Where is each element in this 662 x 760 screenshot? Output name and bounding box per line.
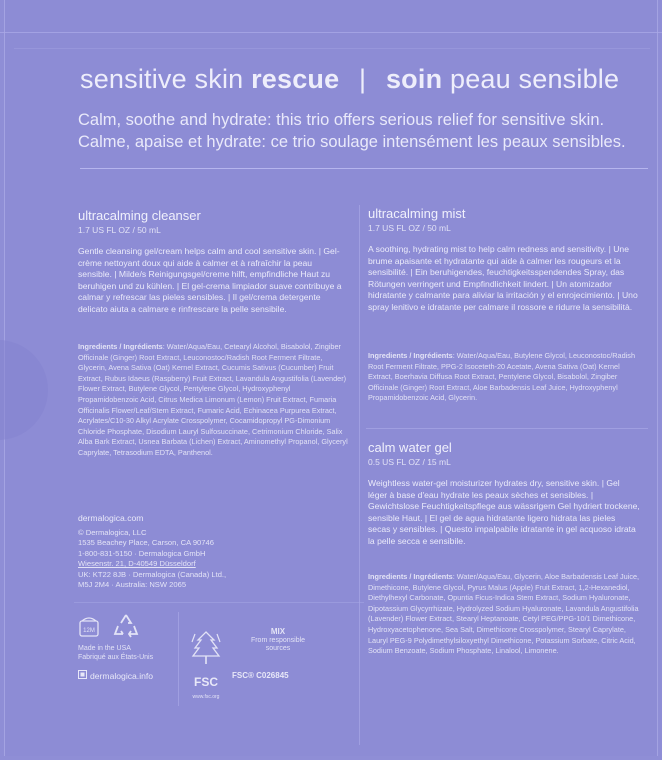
info-label: dermalogica.info — [90, 671, 154, 681]
mist-description: A soothing, hydrating mist to help calm redness and sensitivity. | Une brume apaisante et hydratante qui aide à calmer les rougeurs et la sensibilité. | Ein beruhigendes, feuchtigkeitsspendendes Spray, das Rötungen verringert und Empfindlichkeit lindert. | Un atomizador hidratante y calmante para aliviar la irritación y el enrojecimiento. | Uno spray lenitivo e idratante per calmare il rossore e ridurre la sensibilità. — [368, 244, 638, 312]
fsc-tree-icon — [184, 628, 228, 706]
title-en-bold: rescue — [251, 64, 340, 94]
title-en-light: sensitive skin — [80, 64, 244, 94]
address-line: Wiesenstr. 21, D-40549 Düsseldorf — [78, 559, 196, 569]
title-fr-light: peau sensible — [449, 64, 620, 94]
top-edge-line — [0, 32, 662, 33]
made-in-text — [78, 644, 153, 662]
fsc-divider — [178, 612, 179, 706]
website-link[interactable]: dermalogica.com — [78, 513, 144, 523]
fsc-site: www.fsc.org — [192, 694, 220, 700]
mist-ingredients-label: Ingredients / Ingrédients — [368, 351, 453, 360]
subtitle-fr: Calme, apaise et hydrate: ce trio soulage intensément les peaux sensibles. — [78, 133, 626, 151]
header-divider — [80, 168, 648, 169]
title-separator: | — [359, 64, 367, 94]
dermalogica-info[interactable] — [78, 670, 153, 681]
gel-ingredients-list: : Water/Aqua/Eau, Glycerin, Aloe Barbadensis Leaf Juice, Dimethicone, Butylene Glycol, Pyrus Malus (Apple) Fruit Extract, 1,2-Hexanediol, Diethylhexyl Carbonate, Opuntia Ficus-Indica Stem Extract, Sodium Hyaluronate, Dipotassium Glycyrrhizate, Hydrolyzed Sodium Hyaluronate, Lavandula Angustifolia (Lavender) Flower Extract, Stearyl Heptanoate, Cetyl PEG/PPG-10/1 Dimethicone, Hydroxyacetophenone, Sea Salt, Dimethicone Crosspolymer, Stearyl Caprylate, Lauryl PEG-9 Polydimethylsiloxyethyl Dimethicone, Potassium Sorbate, Citric Acid, Sodium Benzoate, Sodium Phosphate, Linalool, Limonene. — [368, 572, 640, 656]
cleanser-description: Gentle cleansing gel/cream helps calm and cool sensitive skin. | Gel-crème nettoyant doux qui aide à calmer et à rafraîchir la peau sensible. | Milde/s Reinigungsgel/creme hilft, empfindliche Haut zu beruhigen und zu kühlen. | El gel-crema limpiador suave contribuye a calmar y refrescar las pieles sensibles. | Il gel/crema detergente delicato aiuta a calmare e rinfrescare la pelle sensibile. — [78, 246, 342, 314]
mix-sub-line: sources — [265, 645, 291, 653]
mist-ingredients — [368, 351, 640, 404]
address-line: 1535 Beachey Place, Carson, CA 90746 — [78, 538, 214, 548]
cleanser-ingredients-list: : Water/Aqua/Eau, Cetearyl Alcohol, Bisabolol, Zingiber Officinale (Ginger) Root Extract, Leuconostoc/Radish Root Ferment Filtrate, Glycerin, Avena Sativa (Oat) Kernel Extract, Cucumis Sativus (Cucumber) Fruit Extract, Rubus Idaeus (Raspberry) Fruit Extract, Lavandula Angustifolia (Lavender) Flower Extract, Butylene Glycol, Pentylene Glycol, Hydroxyphenyl Propamidobenzoic Acid, Citrus Medica Limonum (Lemon) Fruit Extract, Fumaria Officinalis Flower/Leaf/Stem Extract, Fumaric Acid, Echinacea Purpurea Extract, Acrylates/C10-30 Alkyl Acrylate Crosspolymer, Cocamidopropyl PG-Dimonium Chloride Phosphate, Disodium Lauryl Sulfosuccinate, Cetrimonium Chloride, Salix Alba Bark Extract, Usnea Barbata (Lichen) Extract, Aminomethyl Propanol, Glyceryl Caprylate, Tetrasodium EDTA, Panthenol. — [78, 342, 348, 457]
cleanser-size: 1.7 US FL OZ / 50 mL — [78, 225, 161, 235]
mist-gel-divider — [366, 428, 648, 429]
cleanser-ingredients-label: Ingredients / Ingrédients — [78, 342, 163, 351]
address-line: 1-800-831-5150 · Dermalogica GmbH — [78, 548, 206, 558]
svg-text:12M: 12M — [83, 628, 95, 634]
subtitle-en: Calm, soothe and hydrate: this trio offers serious relief for sensitive skin. — [78, 111, 605, 129]
product-title — [80, 64, 620, 95]
cleanser-ingredients — [78, 342, 348, 459]
fsc-mix-block — [238, 628, 318, 654]
made-in-line: Fabriqué aux États-Unis — [78, 654, 154, 661]
address-line: UK: KT22 8JB · Dermalogica (Canada) Ltd., — [78, 569, 227, 579]
gel-size: 0.5 US FL OZ / 15 mL — [368, 457, 451, 467]
fold-line — [14, 48, 650, 49]
dermalogica-info-icon — [78, 670, 87, 679]
mist-size: 1.7 US FL OZ / 50 mL — [368, 223, 451, 233]
mist-ingredients-list: : Water/Aqua/Eau, Butylene Glycol, Leuconostoc/Radish Root Ferment Filtrate, PPG-2 Isoceteth-20 Acetate, Avena Sativa (Oat) Kernel Extract, Boerhavia Diffusa Root Extract, Pentylene Glycol, Bisabolol, Zingiber Officinale (Ginger) Root Extract, Aloe Barbadensis Leaf Juice, Hydroxyphenyl Propamidobenzoic Acid, Glycerin. — [368, 351, 636, 403]
gel-ingredients — [368, 572, 640, 657]
gel-description: Weightless water-gel moisturizer hydrates dry, sensitive skin. | Gel léger à base d'eau hydrate les peaux sèches et sensibles. | Gewichtslose Feuchtigkeitspflege aus wässrigem Gel hydriert trockene, sensible Haut. | El gel de agua hidratante ligero hidrata las pieles secas y sensibles. | Questo impalpabile idratante in gel acquoso idrata la pelle secca e sensibile. — [368, 478, 640, 546]
company-address — [78, 528, 226, 590]
column-divider — [359, 205, 360, 745]
title-fr-bold: soin — [385, 64, 443, 94]
gel-ingredients-label: Ingredients / Ingrédients — [368, 572, 453, 581]
recycle-icon — [112, 612, 140, 640]
made-in-line: Made in the USA — [78, 645, 131, 652]
fsc-mark-text: FSC — [194, 675, 218, 689]
mix-sub-line: From responsible — [250, 636, 306, 644]
address-line: M5J 2M4 · Australia: NSW 2065 — [78, 580, 187, 590]
gel-title: calm water gel — [368, 440, 452, 455]
address-line: © Dermalogica, LLC — [78, 528, 147, 537]
lower-divider — [74, 602, 364, 603]
fsc-code: FSC® C026845 — [232, 671, 289, 680]
cleanser-title: ultracalming cleanser — [78, 208, 201, 223]
mist-title: ultracalming mist — [368, 206, 466, 221]
mix-title: MIX — [270, 627, 286, 636]
